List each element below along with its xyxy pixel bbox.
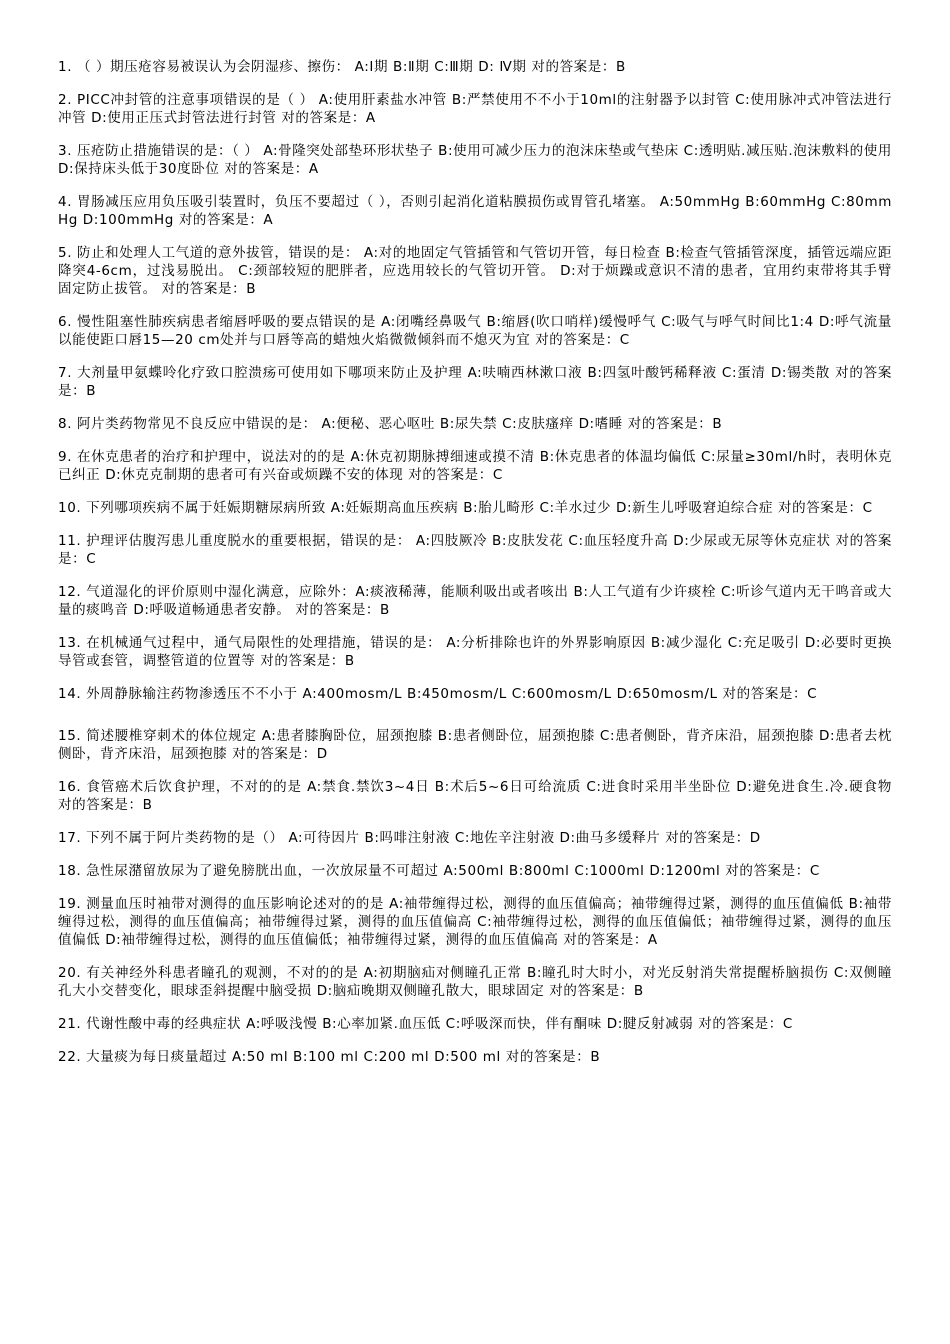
question-13: 13. 在机械通气过程中，通气局限性的处理措施，错误的是： A:分析排除也许的外界影响原因 B:减少湿化 C:充足吸引 D:必要时更换导管或套管，调整管道的位置等 对的答案是：B	[58, 635, 892, 669]
question-8: 8. 阿片类药物常见不良反应中错误的是： A:便秘、恶心呕吐 B:尿失禁 C:皮肤瘙痒 D:嗜睡 对的答案是：B	[58, 416, 723, 432]
question-3: 3. 压疮防止措施错误的是：（ ） A:骨隆突处部垫环形状垫子 B:使用可减少压力的泡沫床垫或气垫床 C:透明贴.减压贴.泡沫敷料的使用 D:保持床头低于30度卧位 对的答案是：A	[58, 143, 892, 177]
question-1: 1. （ ）期压疮容易被误认为会阴湿疹、擦伤： A:Ⅰ期 B:Ⅱ期 C:Ⅲ期 D: Ⅳ期 对的答案是：B	[58, 59, 626, 75]
question-9: 9. 在休克患者的治疗和护理中，说法对的的是 A:休克初期脉搏细速或摸不清 B:休克患者的体温均偏低 C:尿量≥30ml/h时，表明休克已纠正 D:休克克制期的患者可有兴奋或烦躁不安的体现 对的答案是：C	[58, 449, 892, 483]
question-15: 15. 简述腰椎穿刺术的体位规定 A:患者膝胸卧位，屈颈抱膝 B:患者侧卧位，屈颈抱膝 C:患者侧卧，背齐床沿，屈颈抱膝 D:患者去枕侧卧，背齐床沿，屈颈抱膝 对的答案是：D	[58, 728, 892, 762]
question-17: 17. 下列不属于阿片类药物的是（） A:可待因片 B:吗啡注射液 C:地佐辛注射液 D:曲马多缓释片 对的答案是：D	[58, 830, 761, 846]
question-22: 22. 大量痰为每日痰量超过 A:50 ml B:100 ml C:200 ml D:500 ml 对的答案是：B	[58, 1049, 601, 1065]
question-18: 18. 急性尿潴留放尿为了避免膀胱出血，一次放尿量不可超过 A:500ml B:800ml C:1000ml D:1200ml 对的答案是：C	[58, 863, 820, 879]
question-6: 6. 慢性阻塞性肺疾病患者缩唇呼吸的要点错误的是 A:闭嘴经鼻吸气 B:缩唇(吹口哨样)缓慢呼气 C:吸气与呼气时间比1:4 D:呼气流量以能使距口唇15—20 cm处并与口唇等高的蜡烛火焰微微倾斜而不熄灭为宜 对的答案是：C	[58, 314, 892, 348]
question-12: 12. 气道湿化的评价原则中湿化满意，应除外：A:痰液稀薄，能顺利吸出或者咳出 B:人工气道有少许痰栓 C:听诊气道内无干鸣音或大量的痰鸣音 D:呼吸道畅通患者安静。 对的答案是：B	[58, 584, 892, 618]
question-16: 16. 食管癌术后饮食护理，不对的的是 A:禁食.禁饮3~4日 B:术后5~6日可给流质 C:进食时采用半坐卧位 D:避免进食生.冷.硬食物 对的答案是：B	[58, 779, 892, 813]
question-21: 21. 代谢性酸中毒的经典症状 A:呼吸浅慢 B:心率加紧.血压低 C:呼吸深而快，伴有酮味 D:腱反射减弱 对的答案是：C	[58, 1016, 793, 1032]
question-14: 14. 外周静脉输注药物渗透压不不小于 A:400mosm/L B:450mosm/L C:600mosm/L D:650mosm/L 对的答案是：C	[58, 686, 818, 702]
question-2: 2. PICC冲封管的注意事项错误的是（ ） A:使用肝素盐水冲管 B:严禁使用不不小于10ml的注射器予以封管 C:使用脉冲式冲管法进行冲管 D:使用正压式封管法进行封管 对的答案是：A	[58, 92, 892, 126]
question-10: 10. 下列哪项疾病不属于妊娠期糖尿病所致 A:妊娠期高血压疾病 B:胎儿畸形 C:羊水过少 D:新生儿呼吸窘迫综合症 对的答案是：C	[58, 500, 873, 516]
question-4: 4. 胃肠减压应用负压吸引装置时，负压不要超过（ ），否则引起消化道粘膜损伤或胃管孔堵塞。 A:50mmHg B:60mmHg C:80mmHg D:100mmHg 对的答案是：A	[58, 194, 892, 228]
question-11: 11. 护理评估腹泻患儿重度脱水的重要根据，错误的是： A:四肢厥冷 B:皮肤发花 C:血压轻度升高 D:少尿或无尿等休克症状 对的答案是：C	[58, 533, 892, 567]
question-5: 5. 防止和处理人工气道的意外拔管，错误的是： A:对的地固定气管插管和气管切开管，每日检查 B:检查气管插管深度，插管远端应距降突4-6cm，过浅易脱出。 C:颈部较短的肥胖者，应选用较长的气管切开管。 D:对于烦躁或意识不清的患者，宜用约束带将其手臂固定防止拔管。 对的答案是：B	[58, 245, 893, 297]
question-7: 7. 大剂量甲氨蝶呤化疗致口腔溃疡可使用如下哪项来防止及护理 A:呋喃西林漱口液 B:四氢叶酸钙稀释液 C:蛋清 D:锡类散 对的答案是：B	[58, 365, 892, 399]
question-20: 20. 有关神经外科患者瞳孔的观测，不对的的是 A:初期脑疝对侧瞳孔正常 B:瞳孔时大时小，对光反射消失常提醒桥脑损伤 C:双侧瞳孔大小交替变化，眼球歪斜提醒中脑受损 D:脑疝晚期双侧瞳孔散大，眼球固定 对的答案是：B	[58, 965, 892, 999]
question-19: 19. 测量血压时袖带对测得的血压影响论述对的的是 A:袖带缠得过松，测得的血压值偏高；袖带缠得过紧，测得的血压值偏低 B:袖带缠得过松，测得的血压值偏高；袖带缠得过紧，测得的血压值偏高 C:袖带缠得过松，测得的血压值偏低；袖带缠得过紧，测得的血压值偏低 D:袖带缠得过松，测得的血压值偏低；袖带缠得过紧，测得的血压值偏高 对的答案是：A	[58, 896, 892, 948]
